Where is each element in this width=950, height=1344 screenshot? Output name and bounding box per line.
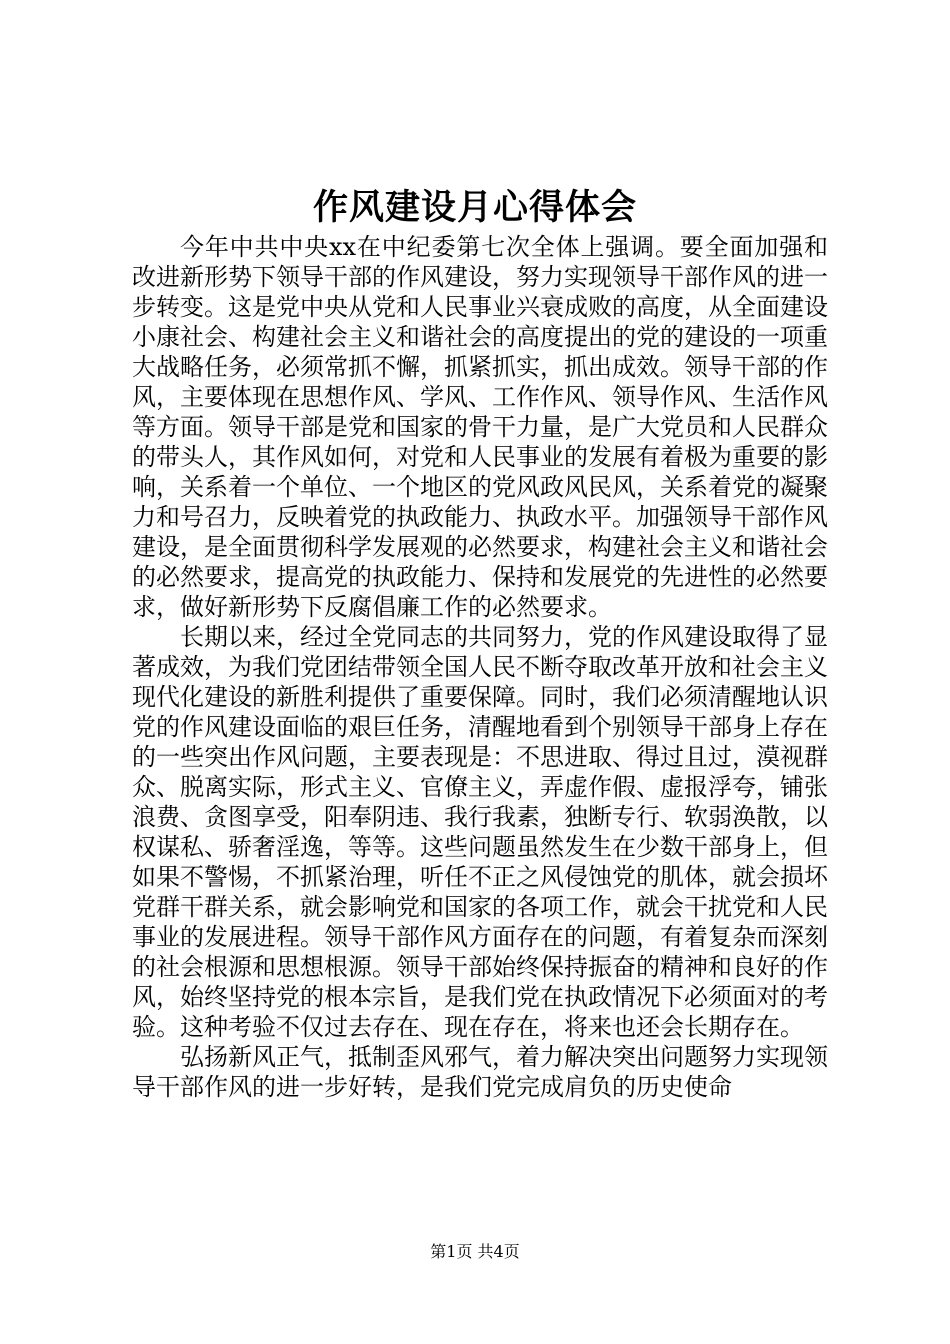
paragraph-3: 弘扬新风正气，抵制歪风邪气，着力解决突出问题努力实现领导干部作风的进一步好转，是我们党完成肩负的历史使命	[132, 1043, 828, 1101]
document-title: 作风建设月心得体会	[312, 187, 637, 228]
paragraph-2: 长期以来，经过全党同志的共同努力，党的作风建设取得了显著成效，为我们党团结带领全国人民不断夺取改革开放和社会主义现代化建设的新胜利提供了重要保障。同时，我们必须清醒地认识党的作风建设面临的艰巨任务，清醒地看到个别领导干部身上存在的一些突出作风问题，主要表现是：不思进取、得过且过，漠视群众、脱离实际，形式主义、官僚主义，弄虚作假、虚报浮夸，铺张浪费、贪图享受，阳奉阴违、我行我素，独断专行、软弱涣散，以权谋私、骄奢淫逸，等等。这些问题虽然发生在少数干部身上，但如果不警惕，不抓紧治理，听任不正之风侵蚀党的肌体，就会损坏党群干群关系，就会影响党和国家的各项工作，就会干扰党和人民事业的发展进程。领导干部作风方面存在的问题，有着复杂而深刻的社会根源和思想根源。领导干部始终保持振奋的精神和良好的作风，始终坚持党的根本宗旨，是我们党在执政情况下必须面对的考验。这种考验不仅过去存在、现在存在，将来也还会长期存在。	[132, 623, 828, 1041]
page-footer: 第1页 共4页	[430, 1242, 520, 1261]
document-body	[132, 232, 828, 1102]
paragraph-1: 今年中共中央xx在中纪委第七次全体上强调。要全面加强和改进新形势下领导干部的作风建设，努力实现领导干部作风的进一步转变。这是党中央从党和人民事业兴衰成败的高度，从全面建设小康社会、构建社会主义和谐社会的高度提出的党的建设的一项重大战略任务，必须常抓不懈，抓紧抓实，抓出成效。领导干部的作风，主要体现在思想作风、学风、工作作风、领导作风、生活作风等方面。领导干部是党和国家的骨干力量，是广大党员和人民群众的带头人，其作风如何，对党和人民事业的发展有着极为重要的影响，关系着一个单位、一个地区的党风政风民风，关系着党的凝聚力和号召力，反映着党的执政能力、执政水平。加强领导干部作风建设，是全面贯彻科学发展观的必然要求，构建社会主义和谐社会的必然要求，提高党的执政能力、保持和发展党的先进性的必然要求，做好新形势下反腐倡廉工作的必然要求。	[132, 233, 828, 621]
